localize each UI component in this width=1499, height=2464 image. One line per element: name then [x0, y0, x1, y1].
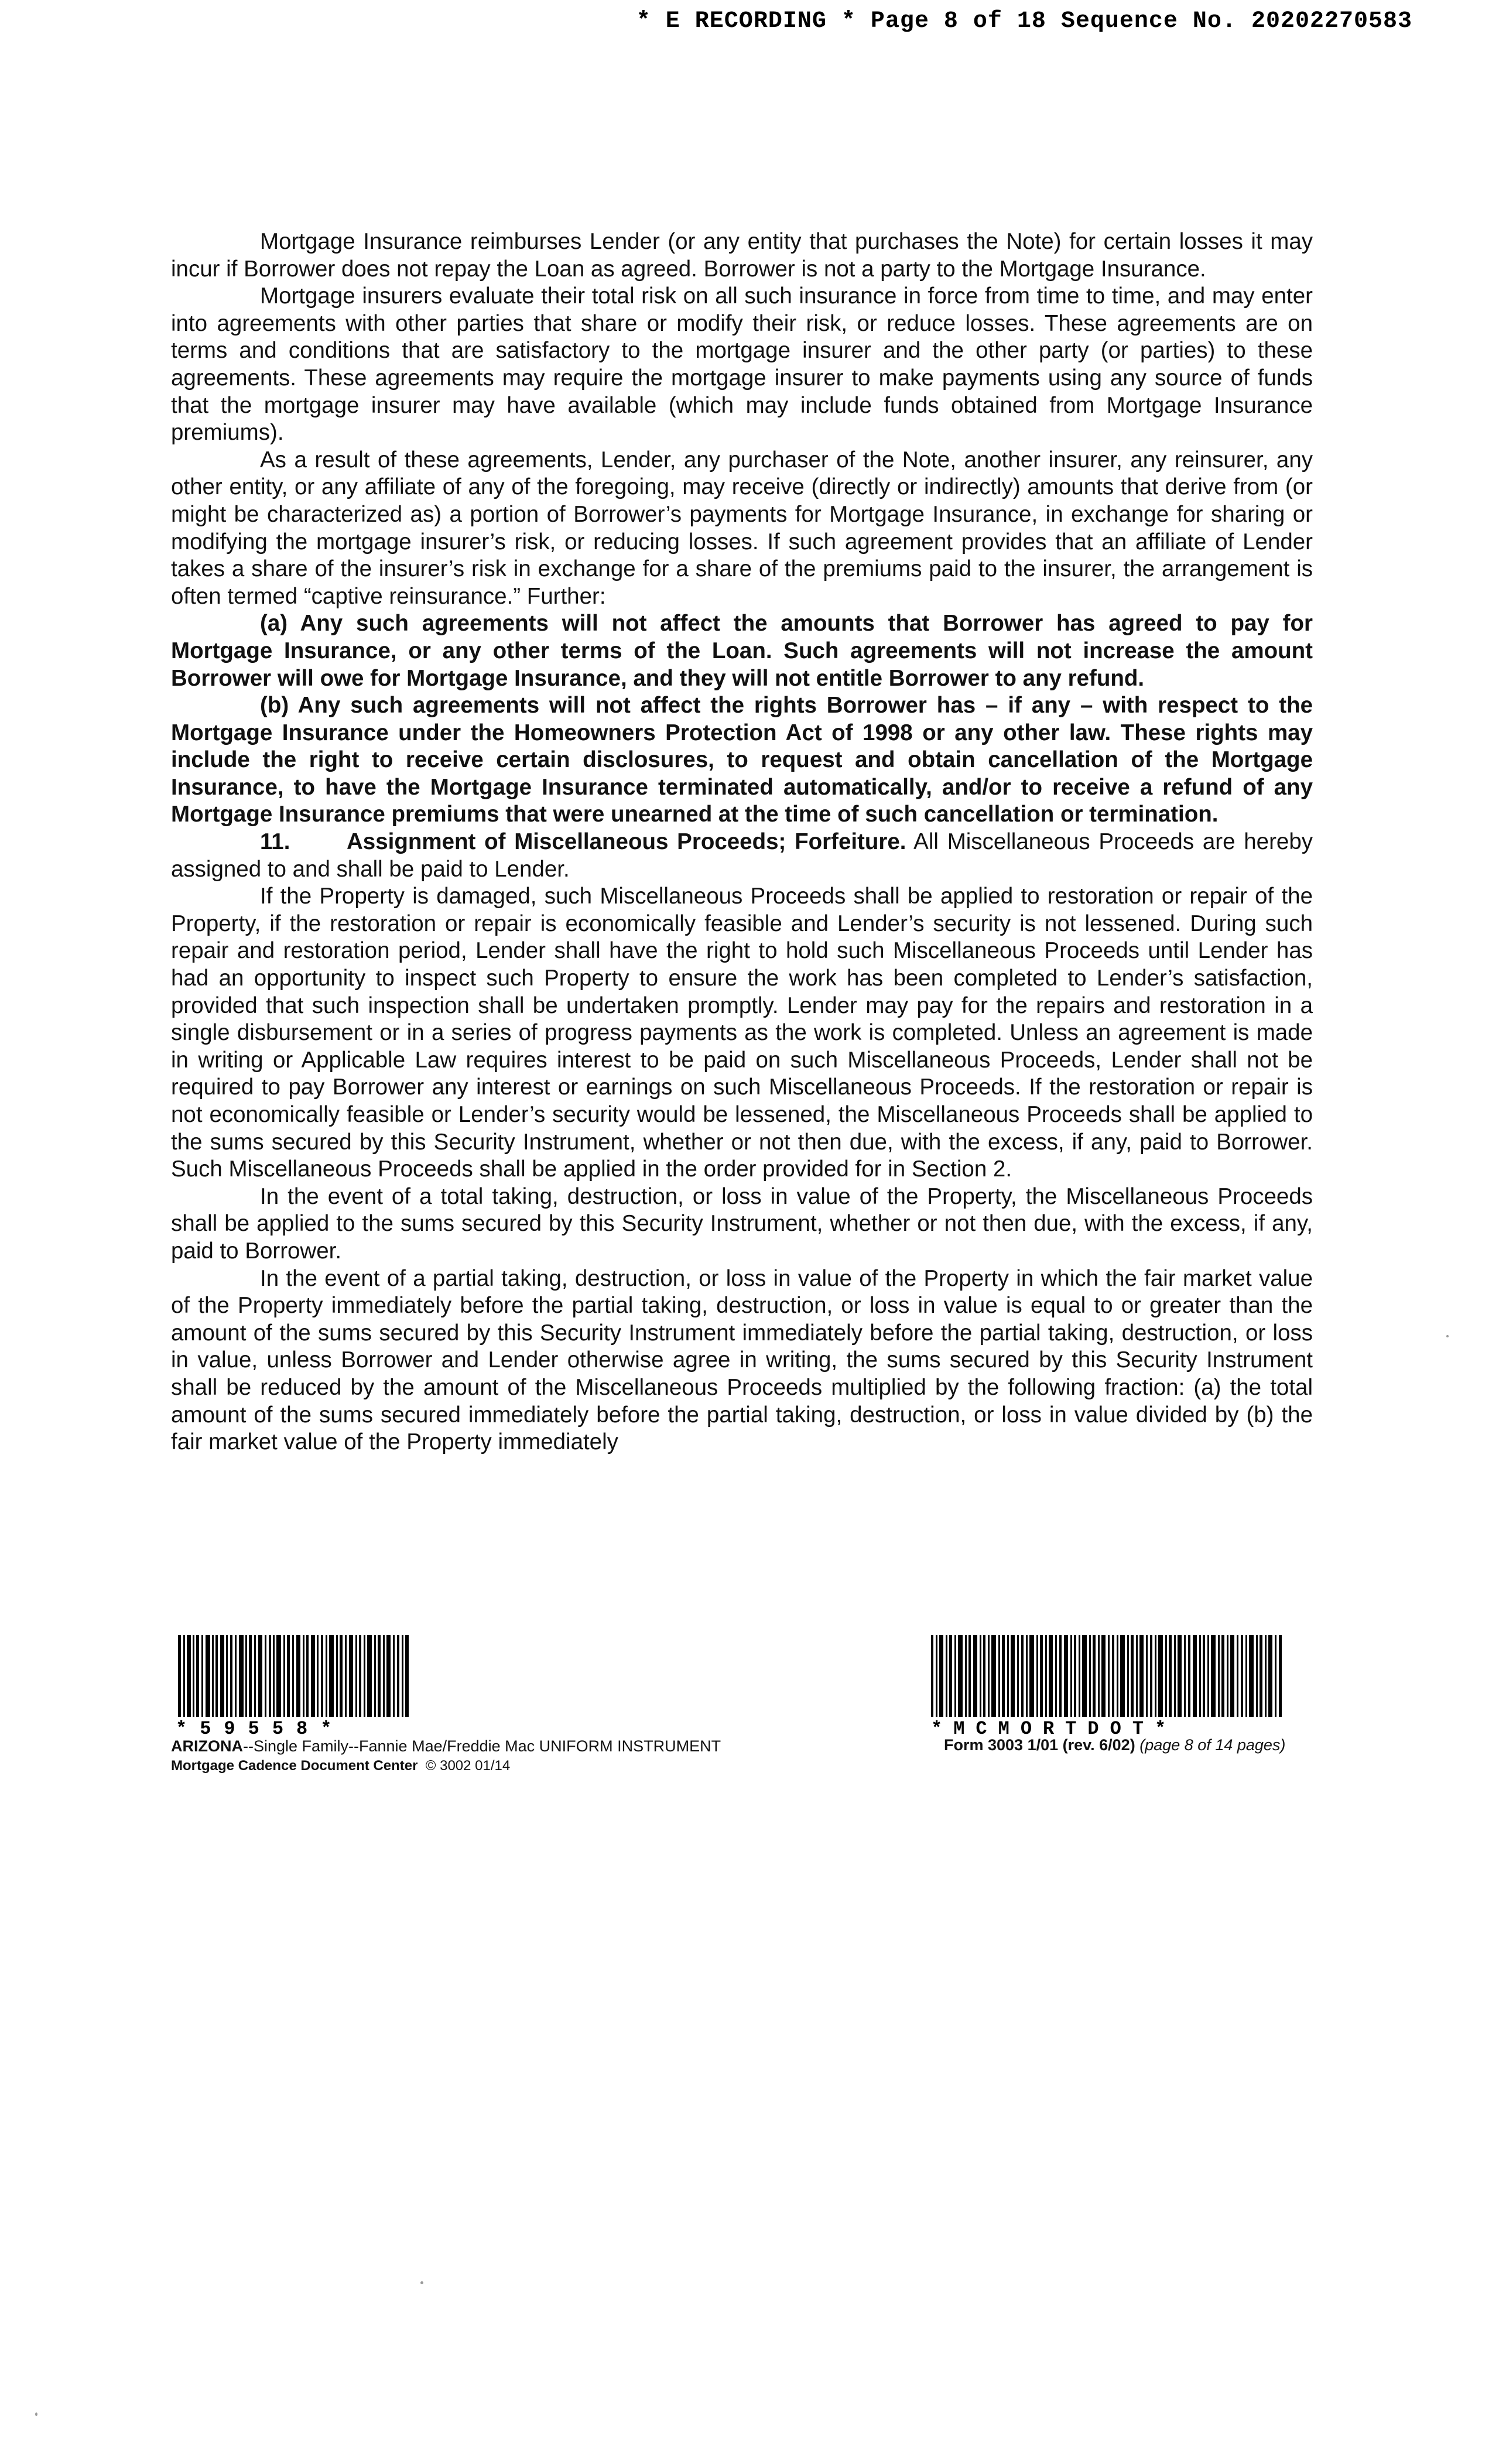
section-number: 11.	[260, 829, 290, 855]
barcode-right-bars	[931, 1635, 1282, 1717]
barcode-left-bars	[178, 1635, 410, 1717]
paragraph-clause-b: (b) Any such agreements will not affect the rights Borrower has – if any – with respect to the Mortgage Insurance under the Homeowners Protection Act of 1998 or any other law. These rights may include the right to receive certain disclosures, to request and obtain cancellation of the Mortgage Insurance, to have the Mortgage Insurance terminated automatically, and/or to receive a refund of any Mortgage Insurance premiums that were unearned at the time of such cancellation or termination.	[171, 693, 1313, 827]
footer-form-number: Form 3003 1/01 (rev. 6/02)	[944, 1736, 1135, 1754]
footer-form-title-text: --Single Family--Fannie Mae/Freddie Mac UNIFORM INSTRUMENT	[243, 1737, 721, 1755]
paragraph-clause-a: (a) Any such agreements will not affect the amounts that Borrower has agreed to pay for Mortgage Insurance, or any other terms of the Loan. Such agreements will not increase the amount Borrower will owe for Mortgage Insurance, and they will not entitle Borrower to any refund.	[171, 611, 1313, 691]
footer-doc-center-line	[171, 1756, 721, 1776]
paragraph-property-damaged: If the Property is damaged, such Miscellaneous Proceeds shall be applied to restoration or repair of the Property, if the restoration or repair is economically feasible and Lender’s security is not lessened. During such repair and restoration period, Lender shall have the right to hold such Miscellaneous Proceeds until Lender has had an opportunity to inspect such Property to ensure the work has been completed to Lender’s satisfaction, provided that such inspection shall be undertaken promptly. Lender may pay for the repairs and restoration in a single disbursement or in a series of progress payments as the work is completed. Unless an agreement is made in writing or Applicable Law requires interest to be paid on such Miscellaneous Proceeds, Lender shall not be required to pay Borrower any interest or earnings on such Miscellaneous Proceeds. If the restoration or repair is not economically feasible or Lender’s security would be lessened, the Miscellaneous Proceeds shall be applied to the sums secured by this Security Instrument, whether or not then due, with the excess, if any, paid to Borrower. Such Miscellaneous Proceeds shall be applied in the order provided for in Section 2.	[171, 884, 1313, 1182]
footer-form-title	[171, 1736, 721, 1756]
barcode-left-text: *59558*	[176, 1718, 345, 1740]
barcode-left	[178, 1635, 410, 1717]
barcode-right	[931, 1635, 1282, 1717]
section-title: Assignment of Miscellaneous Proceeds; Forfeiture.	[347, 829, 906, 855]
footer-instrument-info	[171, 1736, 721, 1776]
document-body	[171, 228, 1313, 1456]
footer-doc-code: © 3002 01/14	[425, 1758, 511, 1774]
paragraph-agreements-result: As a result of these agreements, Lender, any purchaser of the Note, another insurer, any reinsurer, any other entity, or any affiliate of any of the foregoing, may receive (directly or indirectly) amounts that derive from (or might be characterized as) a portion of Borrower’s payments for Mortgage Insurance, in exchange for sharing or modifying the mortgage insurer’s risk, or reducing losses. If such agreement provides that an affiliate of Lender takes a share of the insurer’s risk in exchange for a share of the premiums paid to the insurer, the arrangement is often termed “captive reinsurance.” Further:	[171, 447, 1313, 609]
scan-speck	[420, 2281, 423, 2284]
paragraph-total-taking: In the event of a total taking, destruction, or loss in value of the Property, the Miscellaneous Proceeds shall be applied to the sums secured by this Security Instrument, whether or not then due, with the excess, if any, paid to Borrower.	[171, 1183, 1313, 1264]
recording-header: * E RECORDING * Page 8 of 18 Sequence No. 20202270583	[636, 8, 1412, 35]
scan-speck	[35, 2412, 37, 2416]
footer-doc-center: Mortgage Cadence Document Center	[171, 1758, 418, 1774]
footer-form-info	[944, 1736, 1285, 1754]
section-11-heading	[171, 829, 1313, 883]
section-11-text: All Miscellaneous Proceeds are hereby assigned to and shall be paid to Lender.	[171, 829, 1313, 882]
paragraph-mi-insurers: Mortgage insurers evaluate their total risk on all such insurance in force from time to time, and may enter into agreements with other parties that share or modify their risk, or reduce losses. These agreements are on terms and conditions that are satisfactory to the mortgage insurer and the other party (or parties) to these agreements. These agreements may require the mortgage insurer to make payments using any source of funds that the mortgage insurer may have available (which may include funds obtained from Mortgage Insurance premiums).	[171, 283, 1313, 446]
footer-state: ARIZONA	[171, 1737, 243, 1755]
paragraph-partial-taking: In the event of a partial taking, destruction, or loss in value of the Property in which the fair market value of the Property immediately before the partial taking, destruction, or loss in value is equal to or greater than the amount of the sums secured by this Security Instrument immediately before the partial taking, destruction, or loss in value, unless Borrower and Lender otherwise agree in writing, the sums secured by this Security Instrument shall be reduced by the amount of the Miscellaneous Proceeds multiplied by the following fraction: (a) the total amount of the sums secured immediately before the partial taking, destruction, or loss in value divided by (b) the fair market value of the Property immediately	[171, 1265, 1313, 1455]
scan-speck	[1446, 1335, 1449, 1337]
barcode-right-text: *MCMORTDOT*	[931, 1718, 1178, 1740]
paragraph-mi-reimburses: Mortgage Insurance reimburses Lender (or any entity that purchases the Note) for certain losses it may incur if Borrower does not repay the Loan as agreed. Borrower is not a party to the Mortgage Insurance.	[171, 229, 1313, 282]
footer-page-of: (page 8 of 14 pages)	[1139, 1736, 1286, 1754]
